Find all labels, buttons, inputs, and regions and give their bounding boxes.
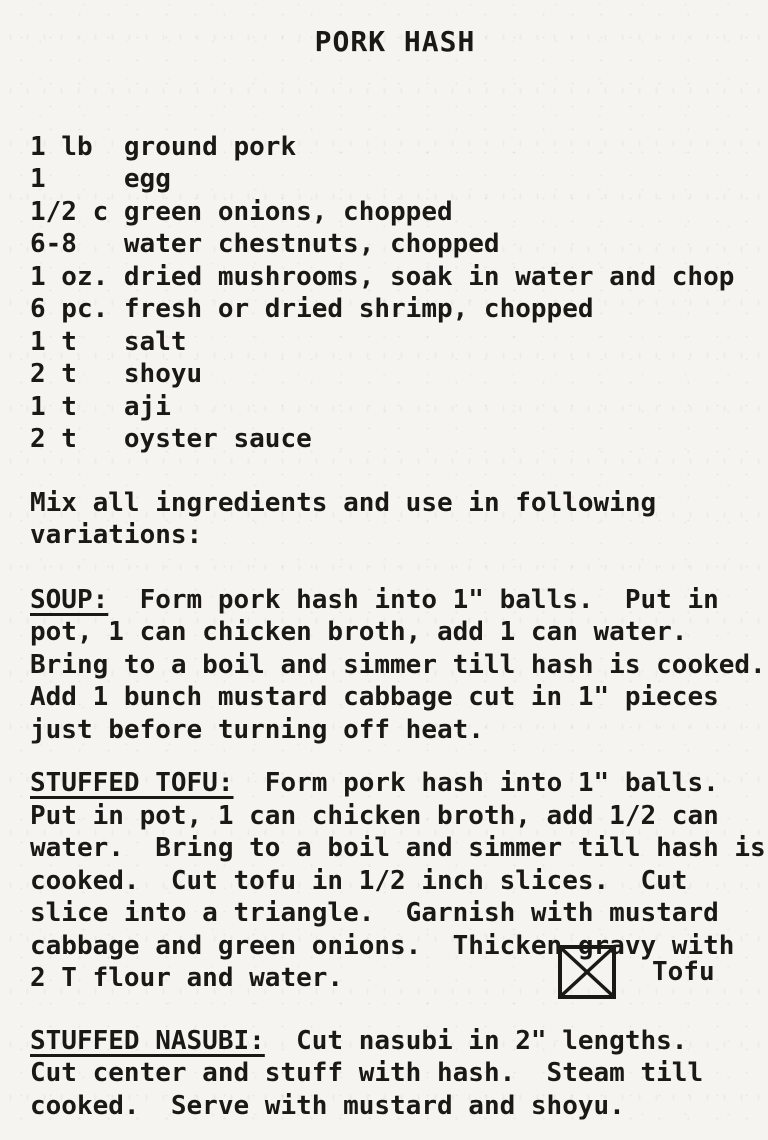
ingredient-qty: 2 t	[30, 359, 77, 389]
ingredient-row	[30, 196, 760, 229]
ingredient-name: ground pork	[123, 131, 297, 162]
ingredient-name: oyster sauce	[123, 424, 312, 454]
ingredient-qty: 1	[30, 164, 46, 194]
intro-line: Mix all ingredients and use in following	[30, 487, 657, 518]
section-line: Cut center and stuff with hash. Steam till	[30, 1058, 704, 1088]
ingredient-name: salt	[123, 326, 187, 357]
ingredient-row	[30, 326, 760, 359]
ingredient-qty: 1/2 c	[30, 196, 109, 227]
ingredient-row	[30, 228, 760, 261]
section-line: cabbage and green onions. Thicken gravy with	[30, 930, 735, 961]
section-soup	[30, 584, 766, 747]
ingredient-row	[30, 131, 760, 164]
intro-line: variations:	[30, 520, 203, 550]
ingredient-qty: 1 t	[30, 326, 77, 357]
tofu-diagram	[558, 945, 715, 999]
section-line: pot, 1 can chicken broth, add 1 can water.	[30, 617, 688, 647]
ingredient-qty: 2 t	[30, 424, 77, 454]
ingredient-row	[30, 293, 760, 326]
ingredient-qty: 1 oz.	[30, 261, 109, 292]
section-line: 2 T flour and water.	[30, 963, 344, 993]
ingredient-name: fresh or dried shrimp, chopped	[123, 294, 594, 324]
ingredient-qty: 1 t	[30, 391, 77, 422]
section-line: just before turning off heat.	[30, 714, 484, 745]
ingredient-qty: 6 pc.	[30, 294, 109, 324]
ingredient-row	[30, 261, 760, 294]
ingredient-name: egg	[123, 164, 171, 194]
section-line: slice into a triangle. Garnish with mustard	[30, 898, 719, 928]
section-stuffed-nasubi	[30, 1025, 760, 1123]
section-line	[30, 584, 760, 617]
ingredient-name: aji	[123, 391, 171, 422]
section-line-rest: Cut nasubi in 2" lengths.	[264, 1025, 688, 1056]
section-heading: SOUP:	[30, 584, 109, 615]
ingredient-row	[30, 423, 760, 456]
ingredient-row	[30, 358, 760, 391]
section-line: Bring to a boil and simmer till hash is cooked.	[30, 649, 766, 680]
section-heading: STUFFED TOFU:	[30, 768, 234, 798]
section-line: water. Bring to a boil and simmer till hash is	[30, 833, 766, 863]
ingredient-qty: 1 lb	[30, 131, 93, 162]
ingredient-name: green onions, chopped	[123, 196, 453, 227]
section-line: cooked. Cut tofu in 1/2 inch slices. Cut	[30, 865, 688, 896]
ingredient-row	[30, 391, 760, 424]
ingredient-qty: 6-8	[30, 229, 77, 259]
section-line	[30, 1025, 760, 1058]
ingredient-name: dried mushrooms, soak in water and chop	[123, 261, 735, 292]
section-line: cooked. Serve with mustard and shoyu.	[30, 1090, 625, 1121]
ingredient-name: shoyu	[123, 359, 203, 389]
tofu-diagram-label: Tofu	[652, 956, 715, 987]
intro-paragraph	[30, 487, 760, 552]
ingredient-list	[30, 131, 760, 456]
section-line	[30, 767, 760, 800]
section-line-rest: Form pork hash into 1" balls. Put in	[108, 584, 719, 615]
ingredient-row	[30, 163, 760, 196]
crossed-box-icon	[558, 945, 616, 999]
section-line: Put in pot, 1 can chicken broth, add 1/2 can	[30, 800, 719, 831]
ingredient-name: water chestnuts, chopped	[123, 229, 500, 259]
section-line-rest: Form pork hash into 1" balls.	[233, 768, 719, 798]
section-heading: STUFFED NASUBI:	[30, 1025, 265, 1056]
section-line: Add 1 bunch mustard cabbage cut in 1" pieces	[30, 682, 719, 712]
section-stuffed-tofu	[30, 767, 766, 995]
recipe-title: PORK HASH	[314, 25, 476, 58]
